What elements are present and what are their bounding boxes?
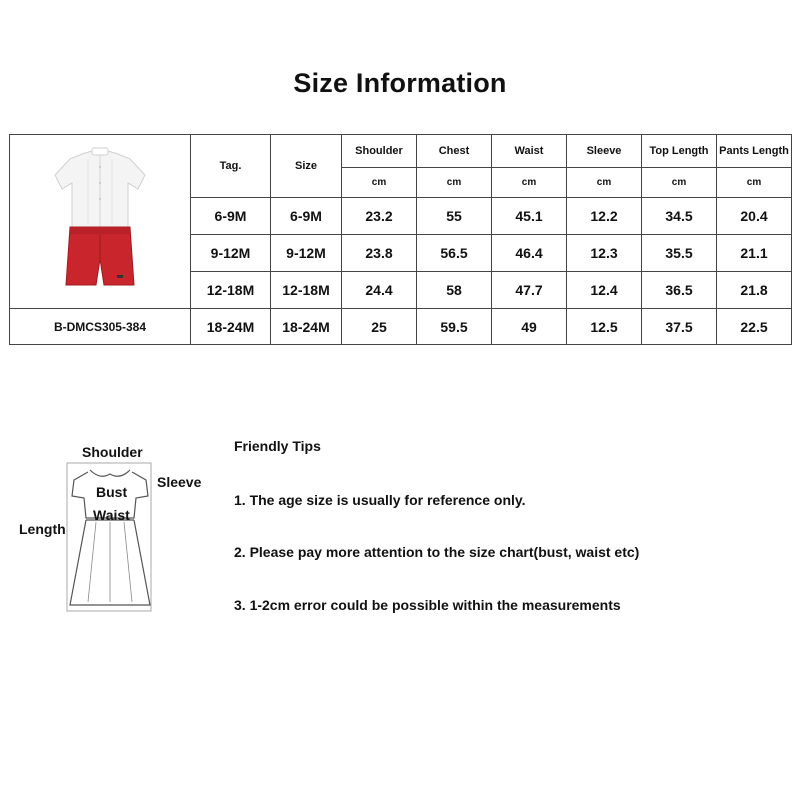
- sku-cell: B-DMCS305-384: [10, 309, 191, 345]
- table-cell: 46.4: [492, 235, 567, 272]
- size-table: [9, 134, 792, 345]
- table-cell: 58: [417, 272, 492, 309]
- header-pants-length: Pants Length: [717, 135, 792, 168]
- table-cell: 6-9M: [191, 198, 271, 235]
- unit-cell: cm: [567, 167, 642, 198]
- label-sleeve: Sleeve: [157, 474, 202, 490]
- unit-cell: cm: [342, 167, 417, 198]
- table-cell: 21.1: [717, 235, 792, 272]
- header-tag: Tag.: [191, 135, 271, 198]
- label-length: Length: [19, 521, 66, 537]
- table-cell: 12.3: [567, 235, 642, 272]
- table-cell: 49: [492, 309, 567, 345]
- table-cell: 47.7: [492, 272, 567, 309]
- unit-cell: cm: [417, 167, 492, 198]
- table-cell: 12-18M: [271, 272, 342, 309]
- table-row: [10, 309, 792, 345]
- table-cell: 12.2: [567, 198, 642, 235]
- table-cell: 9-12M: [191, 235, 271, 272]
- outfit-image: [10, 135, 190, 303]
- label-bust: Bust: [96, 484, 128, 500]
- table-cell: 37.5: [642, 309, 717, 345]
- table-cell: 36.5: [642, 272, 717, 309]
- header-shoulder: Shoulder: [342, 135, 417, 168]
- table-cell: 59.5: [417, 309, 492, 345]
- table-cell: 6-9M: [271, 198, 342, 235]
- table-cell: 55: [417, 198, 492, 235]
- table-cell: 23.2: [342, 198, 417, 235]
- table-cell: 45.1: [492, 198, 567, 235]
- unit-cell: cm: [717, 167, 792, 198]
- table-cell: 12.5: [567, 309, 642, 345]
- label-waist: Waist: [93, 507, 130, 523]
- header-top-length: Top Length: [642, 135, 717, 168]
- table-cell: 56.5: [417, 235, 492, 272]
- unit-cell: cm: [642, 167, 717, 198]
- page-title: Size Information: [293, 68, 507, 98]
- table-cell: 18-24M: [271, 309, 342, 345]
- header-sleeve: Sleeve: [567, 135, 642, 168]
- measurement-diagram: [0, 430, 240, 630]
- table-cell: 21.8: [717, 272, 792, 309]
- header-waist: Waist: [492, 135, 567, 168]
- table-cell: 9-12M: [271, 235, 342, 272]
- table-cell: 34.5: [642, 198, 717, 235]
- tips-heading: Friendly Tips: [234, 438, 321, 454]
- header-size: Size: [271, 135, 342, 198]
- label-shoulder: Shoulder: [82, 444, 143, 460]
- table-cell: 35.5: [642, 235, 717, 272]
- table-cell: 18-24M: [191, 309, 271, 345]
- table-cell: 24.4: [342, 272, 417, 309]
- tip-item: 1. The age size is usually for reference only.: [234, 492, 526, 508]
- table-cell: 25: [342, 309, 417, 345]
- table-cell: 12.4: [567, 272, 642, 309]
- product-photo: [10, 135, 191, 309]
- table-cell: 12-18M: [191, 272, 271, 309]
- tip-item: 3. 1-2cm error could be possible within the measurements: [234, 597, 621, 613]
- table-cell: 23.8: [342, 235, 417, 272]
- table-cell: 22.5: [717, 309, 792, 345]
- table-cell: 20.4: [717, 198, 792, 235]
- tip-item: 2. Please pay more attention to the size chart(bust, waist etc): [234, 544, 640, 560]
- unit-cell: cm: [492, 167, 567, 198]
- header-chest: Chest: [417, 135, 492, 168]
